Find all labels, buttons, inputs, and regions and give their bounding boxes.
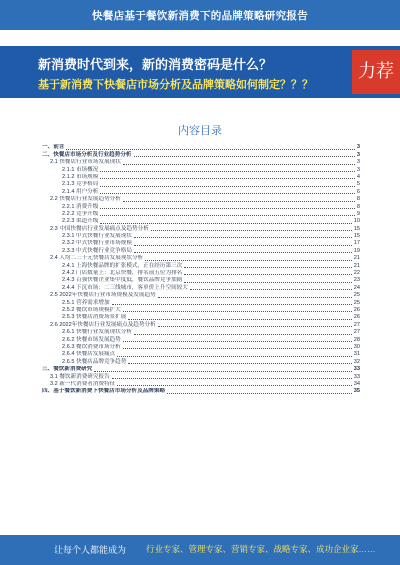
toc-entry-title: 2.6 2022年快餐店行业发展痛点及趋势分析 xyxy=(50,321,156,328)
toc-entry-page: 33 xyxy=(353,366,360,373)
toc-leader-dots xyxy=(158,297,352,298)
toc-entry-title: 2.4.2 门店数量上：北京快餐，排名前五位为排名 xyxy=(62,270,183,277)
toc-entry-title: 2.5.3 快餐店消费场景扩展 xyxy=(62,314,127,321)
toc-entry-title: 2.6.2 快餐市场发展趋势 xyxy=(62,336,121,343)
toc-entry-page: 15 xyxy=(353,225,360,232)
toc-entry-title: 2.1.2 市场规模 xyxy=(62,173,99,180)
toc-entry-title: 2.6.5 快餐店品牌竞争趋势 xyxy=(62,358,127,365)
toc-entry[interactable] xyxy=(42,159,360,166)
toc-entry-title: 二、快餐店市场分析及行业趋势分析 xyxy=(42,151,132,158)
toc-entry-page: 25 xyxy=(353,299,360,306)
toc-leader-dots xyxy=(190,289,352,290)
toc-entry[interactable] xyxy=(42,144,360,151)
toc-entry-page: 17 xyxy=(353,240,360,247)
toc-entry[interactable] xyxy=(42,336,360,343)
toc-entry-page: 3 xyxy=(356,166,360,173)
toc-entry-title: 3.2 新一代消费者消费特征 xyxy=(50,380,116,387)
toc-entry[interactable] xyxy=(42,299,360,306)
toc-entry-title: 三、餐饮新消费研究 xyxy=(42,366,93,373)
toc-entry-page: 8 xyxy=(356,203,360,210)
toc-entry[interactable] xyxy=(42,218,360,225)
toc-entry[interactable] xyxy=(42,151,360,158)
toc-leader-dots xyxy=(123,201,355,202)
toc-entry-title: 2.2.3 渠道升级 xyxy=(62,218,99,225)
toc-entry-page: 10 xyxy=(353,218,360,225)
toc-entry-page: 3 xyxy=(356,144,360,151)
toc-leader-dots xyxy=(128,363,351,364)
toc-leader-dots xyxy=(117,356,352,357)
toc-leader-dots xyxy=(100,171,355,172)
toc-entry-page: 28 xyxy=(353,336,360,343)
toc-leader-dots xyxy=(100,193,355,194)
toc-leader-dots xyxy=(134,245,352,246)
toc-entry-page: 35 xyxy=(353,388,360,395)
toc-entry[interactable] xyxy=(42,240,360,247)
toc-entry[interactable] xyxy=(42,351,360,358)
toc-entry-page: 15 xyxy=(353,233,360,240)
toc-entry[interactable] xyxy=(42,188,360,195)
toc-leader-dots xyxy=(112,304,352,305)
toc-entry-page: 8 xyxy=(356,196,360,203)
toc-entry-title: 2.5.1 营养需求增加 xyxy=(62,299,110,306)
toc-entry[interactable] xyxy=(42,366,360,373)
hero-subheadline: 基于新消费下快餐店市场分析及品牌策略如何制定？？？ xyxy=(38,79,313,91)
toc-entry-title: 3.1 餐饮新消费研究报告 xyxy=(50,373,110,380)
toc-entry-page: 6 xyxy=(356,188,360,195)
toc-leader-dots xyxy=(167,393,352,394)
toc-entry[interactable] xyxy=(42,329,360,336)
toc-entry-title: 2.6.1 快餐行业发展现状分析 xyxy=(62,329,132,336)
toc-entry[interactable] xyxy=(42,233,360,240)
toc-entry[interactable] xyxy=(42,166,360,173)
toc-leader-dots xyxy=(100,178,355,179)
toc-leader-dots xyxy=(184,274,351,275)
toc-entry[interactable] xyxy=(42,174,360,181)
toc-entry-page: 9 xyxy=(356,210,360,217)
toc-leader-dots xyxy=(123,341,352,342)
toc-entry[interactable] xyxy=(42,181,360,188)
toc-entry[interactable] xyxy=(42,211,360,218)
toc-entry[interactable] xyxy=(42,225,360,232)
toc-entry[interactable] xyxy=(42,381,360,388)
toc-entry-title: 2.6.4 快餐店发展痛点 xyxy=(62,351,116,358)
toc-leader-dots xyxy=(100,215,355,216)
toc-leader-dots xyxy=(117,385,351,386)
toc-leader-dots xyxy=(112,378,352,379)
toc-entry-page: 27 xyxy=(353,329,360,336)
toc-entry-title: 2.3.1 中式快餐行业发展现状 xyxy=(62,233,132,240)
toc-entry[interactable] xyxy=(42,203,360,210)
toc-entry[interactable] xyxy=(42,196,360,203)
toc-entry[interactable] xyxy=(42,321,360,328)
hero-headline: 新消费时代到来，新的消费密码是什么？ xyxy=(38,57,273,72)
toc-entry-page: 5 xyxy=(356,181,360,188)
toc-entry-title: 2.3.2 中式快餐行业市场规模 xyxy=(62,240,132,247)
toc-leader-dots xyxy=(134,252,352,253)
toc-entry-page: 22 xyxy=(353,270,360,277)
toc-leader-dots xyxy=(134,334,352,335)
toc-entry-title: 2.1.4 用户分析 xyxy=(62,188,99,195)
toc-leader-dots xyxy=(66,149,354,150)
toc-entry[interactable] xyxy=(42,388,360,395)
toc-entry[interactable] xyxy=(42,344,360,351)
toc-leader-dots xyxy=(123,164,355,165)
toc-entry-page: 27 xyxy=(353,321,360,328)
toc-entry-title: 四、基于餐饮新消费下快餐店市场分析及品牌策略 xyxy=(42,388,166,395)
footer-slogan: 让每个人都能成为 xyxy=(54,545,127,555)
toc-entry-title: 2.4 人均二三十元快餐店发展现状分析 xyxy=(50,255,144,262)
toc-entry-title: 2.5 2022年快餐店行业市场规模及发展趋势 xyxy=(50,292,156,299)
toc-entry-title: 2.1.1 市场概况 xyxy=(62,166,99,173)
recommend-stamp: 力荐 xyxy=(352,50,400,94)
footer-roles: 行业专家、管理专家、营销专家、战略专家、成功企业家…… xyxy=(146,544,376,554)
toc-entry[interactable] xyxy=(42,314,360,321)
toc-entry-page: 30 xyxy=(353,343,360,350)
toc-entry-title: 2.4.1 上海快餐品牌的扩张模式，正在经历第三次 xyxy=(62,262,183,269)
toc-entry[interactable] xyxy=(42,255,360,262)
toc-leader-dots xyxy=(94,371,351,372)
toc-leader-dots xyxy=(128,319,351,320)
toc-entry[interactable] xyxy=(42,270,360,277)
toc-entry-page: 3 xyxy=(356,151,360,158)
report-title: 快餐店基于餐饮新消费下的品牌策略研究报告 xyxy=(92,10,308,22)
toc-heading: 内容目录 xyxy=(178,125,222,137)
toc-entry-title: 2.2.1 消费升级 xyxy=(62,203,99,210)
toc-entry[interactable] xyxy=(42,262,360,269)
toc-entry-title: 2.3.3 中式快餐行业竞争格局 xyxy=(62,247,132,254)
toc-leader-dots xyxy=(184,282,351,283)
toc-entry-page: 3 xyxy=(356,159,360,166)
toc-entry-page: 25 xyxy=(353,292,360,299)
toc-entry-page: 26 xyxy=(353,306,360,313)
toc-entry[interactable] xyxy=(42,373,360,380)
toc-entry-page: 19 xyxy=(353,247,360,254)
toc-entry-title: 2.6.3 餐饮消费市场分析 xyxy=(62,343,121,350)
toc-entry-page: 21 xyxy=(353,262,360,269)
toc-entry[interactable] xyxy=(42,247,360,254)
toc-leader-dots xyxy=(123,348,352,349)
toc-entry-title: 2.2 快餐店行业发展趋势分析 xyxy=(50,196,121,203)
toc-entry-title: 2.3 中国快餐店行业发展痛点及趋势分析 xyxy=(50,225,149,232)
toc-leader-dots xyxy=(145,260,352,261)
toc-leader-dots xyxy=(184,267,351,268)
toc-entry[interactable] xyxy=(42,292,360,299)
toc-leader-dots xyxy=(158,326,352,327)
toc-entry[interactable] xyxy=(42,358,360,365)
toc-leader-dots xyxy=(100,223,351,224)
toc-leader-dots xyxy=(151,230,352,231)
toc-leader-dots xyxy=(134,156,355,157)
toc-entry-page: 23 xyxy=(353,277,360,284)
toc-entry-page: 24 xyxy=(353,284,360,291)
toc-entry-page: 33 xyxy=(353,373,360,380)
toc-entry-title: 2.2.2 竞争升级 xyxy=(62,210,99,217)
toc-entry-title: 2.4.4 下沉市场：二三线城市，客单价上升空间较大 xyxy=(62,284,188,291)
toc-entry[interactable] xyxy=(42,307,360,314)
toc-leader-dots xyxy=(100,186,355,187)
toc-entry-title: 2.4.3 百强快餐企业集中度低，餐饮品牌竞争加剧 xyxy=(62,277,183,284)
toc-entry-page: 4 xyxy=(356,173,360,180)
toc-entry-page: 32 xyxy=(353,358,360,365)
toc-entry-page: 21 xyxy=(353,255,360,262)
toc-entry[interactable] xyxy=(42,284,360,291)
toc-entry-title: 2.1.3 竞争格局 xyxy=(62,181,99,188)
toc-entry[interactable] xyxy=(42,277,360,284)
toc-leader-dots xyxy=(123,311,352,312)
toc-entry-page: 31 xyxy=(353,351,360,358)
toc-entry-title: 2.5.2 餐饮市场规模扩大 xyxy=(62,306,121,313)
toc-entry-page: 34 xyxy=(353,380,360,387)
toc-entry-title: 一、前言 xyxy=(42,144,65,151)
toc-leader-dots xyxy=(100,208,355,209)
toc-entry-title: 2.1 快餐店行业市场发展现状 xyxy=(50,159,121,166)
table-of-contents xyxy=(42,144,360,395)
toc-entry-page: 26 xyxy=(353,314,360,321)
toc-leader-dots xyxy=(134,237,352,238)
